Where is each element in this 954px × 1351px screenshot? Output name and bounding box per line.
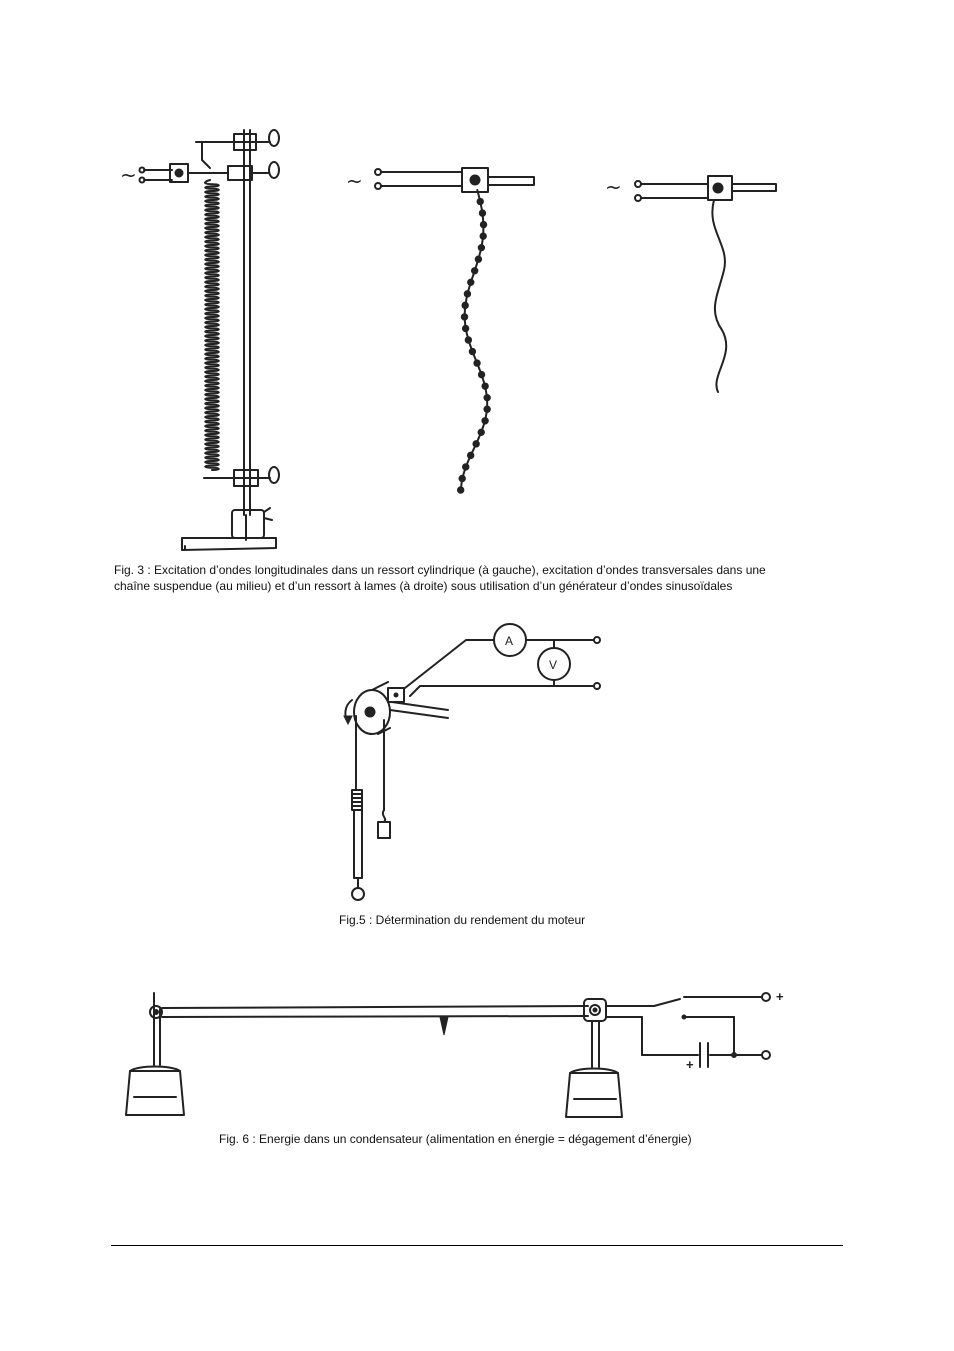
- chain-bead: [482, 418, 488, 424]
- plus-terminal-label: +: [776, 989, 784, 1004]
- chain-bead: [475, 256, 481, 262]
- spring-balance: [352, 790, 364, 900]
- chain-bead: [473, 441, 479, 447]
- figure-3-drawing: [110, 120, 810, 560]
- figure-5: [330, 620, 620, 910]
- chain-bead: [469, 348, 475, 354]
- ammeter-label: A: [505, 634, 514, 648]
- chain-bead: [478, 371, 484, 377]
- figure-6-caption: Fig. 6 : Energie dans un condensateur (alimentation en énergie = dégagement d’énergie): [219, 1132, 692, 1146]
- spring-stand-apparatus: [120, 130, 279, 550]
- ac-symbol-left: ~: [120, 163, 137, 187]
- figure-5-drawing: [330, 620, 620, 910]
- chain-bead: [461, 314, 467, 320]
- chain-bead: [482, 383, 488, 389]
- left-stand: [126, 993, 184, 1115]
- figure-6-drawing: [118, 985, 798, 1125]
- capacitor-circuit: [606, 989, 784, 1072]
- figure-6: [118, 985, 798, 1125]
- chain-bead: [478, 244, 484, 250]
- chain-bead: [474, 360, 480, 366]
- chain-bead: [462, 325, 468, 331]
- voltmeter-label: V: [549, 658, 558, 672]
- chain-bead: [464, 291, 470, 297]
- weight: [378, 810, 390, 838]
- capacitor-plus-label: +: [686, 1057, 694, 1072]
- ac-symbol-right: ~: [605, 175, 622, 199]
- chain-bead: [480, 233, 486, 239]
- figure-3-caption-line-1: Fig. 3 : Excitation d’ondes longitudinales dans un ressort cylindrique (à gauche), excitation d’ondes transversales dans une: [114, 563, 766, 577]
- motor-pulley: [344, 682, 448, 734]
- chain-apparatus: [346, 168, 534, 493]
- chain-bead: [484, 394, 490, 400]
- footer-rule: [111, 1245, 843, 1246]
- chain-bead: [462, 302, 468, 308]
- chain-bead: [484, 406, 490, 412]
- figure-3: [110, 120, 810, 560]
- figure-5-caption: Fig.5 : Détermination du rendement du moteur: [339, 913, 586, 927]
- chain-bead: [467, 452, 473, 458]
- chain-bead: [477, 198, 483, 204]
- ac-symbol-middle: ~: [346, 169, 363, 193]
- chain-bead: [458, 487, 464, 493]
- chain-bead: [463, 464, 469, 470]
- chain-bead: [459, 475, 465, 481]
- chain-bead: [471, 268, 477, 274]
- chain-bead: [468, 279, 474, 285]
- chain-bead: [480, 221, 486, 227]
- chain-bead: [465, 337, 471, 343]
- leaf-spring-apparatus: [605, 175, 776, 392]
- chain-bead: [479, 210, 485, 216]
- figure-3-caption-line-2: chaîne suspendue (au milieu) et d’un ressort à lames (à droite) sous utilisation d’un générateur d’ondes sinusoïdales: [114, 579, 733, 593]
- figure-3-caption: [114, 562, 844, 594]
- chain-bead: [478, 429, 484, 435]
